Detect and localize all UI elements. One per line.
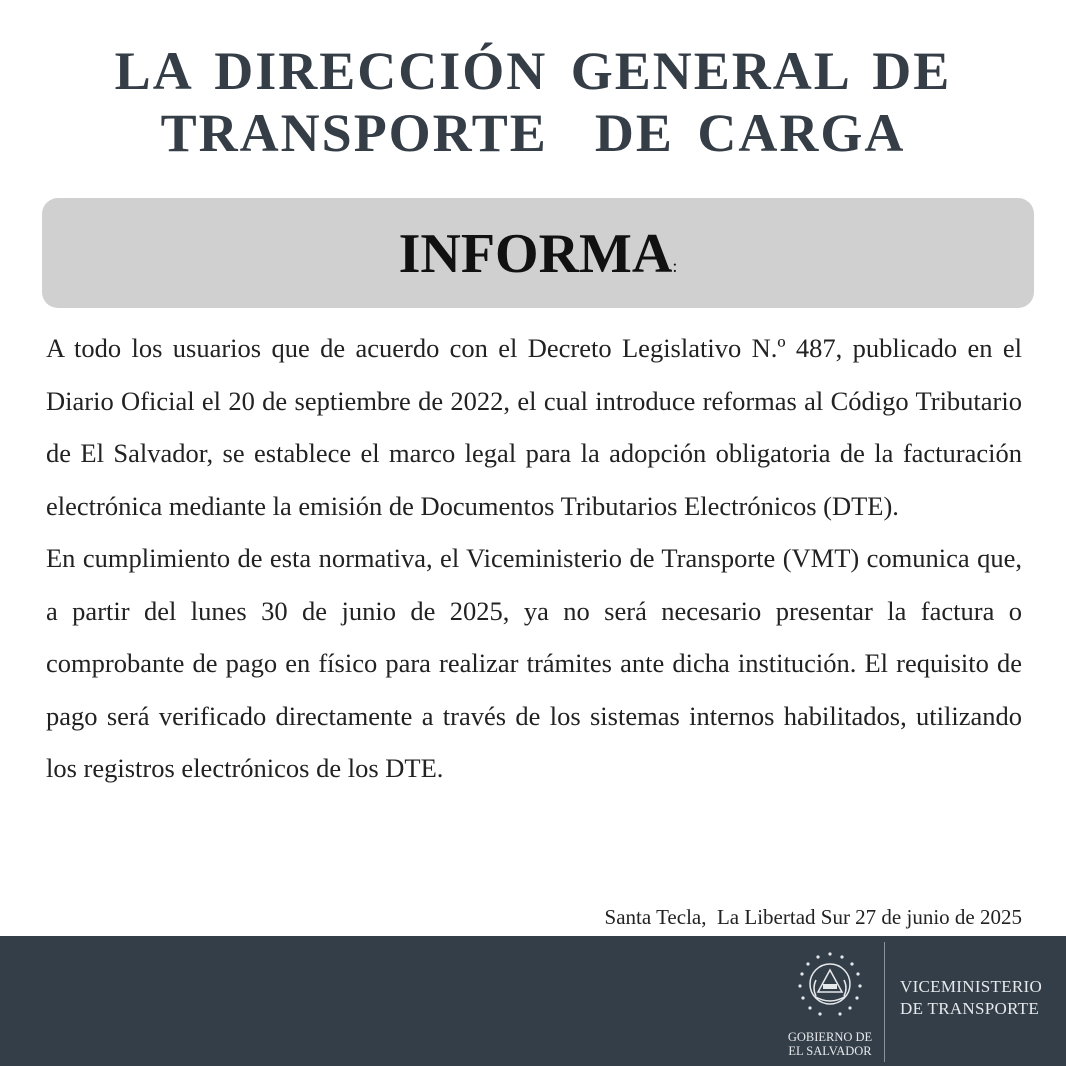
paragraph-2: En cumplimiento de esta normativa, el Viceministerio de Transporte (VMT) comunica que, a partir del lunes 30 de junio de 2025, ya no será necesario presentar la factura o comprobante de pago en físico para realizar trámites ante dicha institución. El requisito de pago será verificado directamente a través de los sistemas internos habilitados, utilizando los registros electrónicos de los DTE. <box>46 543 1022 783</box>
banner-heading <box>42 224 1034 296</box>
page-title <box>0 40 1066 164</box>
gov-line-2: EL SALVADOR <box>788 1044 872 1058</box>
paragraph-1: A todo los usuarios que de acuerdo con el Decreto Legislativo N.º 487, publicado en el Diario Oficial el 20 de septiembre de 2022, el cual introduce reformas al Código Tributario de El Salvador, se establece el marco legal para la adopción obligatoria de la facturación electrónica mediante la emisión de Documentos Tributarios Electrónicos (DTE). <box>46 333 1022 521</box>
vmt-line-2: DE TRANSPORTE <box>900 999 1040 1018</box>
gov-line-1: GOBIERNO DE <box>787 1030 873 1044</box>
banner-colon: : <box>672 256 678 276</box>
footer-bar <box>0 936 1066 1066</box>
title-line-1: LA DIRECCIÓN GENERAL DE <box>114 41 952 101</box>
coat-of-arms-icon <box>796 950 864 1018</box>
announcement-body <box>46 322 1022 795</box>
banner-label: INFORMA <box>398 223 673 285</box>
place-and-date: Santa Tecla, La Libertad Sur 27 de junio de 2025 <box>604 905 1022 929</box>
informa-banner <box>42 198 1034 308</box>
footer-divider <box>884 942 885 1062</box>
government-name <box>770 1030 890 1058</box>
viceministry-name <box>900 976 1060 1020</box>
title-line-2: TRANSPORTE DE CARGA <box>160 103 906 163</box>
vmt-line-1: VICEMINISTERIO <box>900 977 1043 996</box>
